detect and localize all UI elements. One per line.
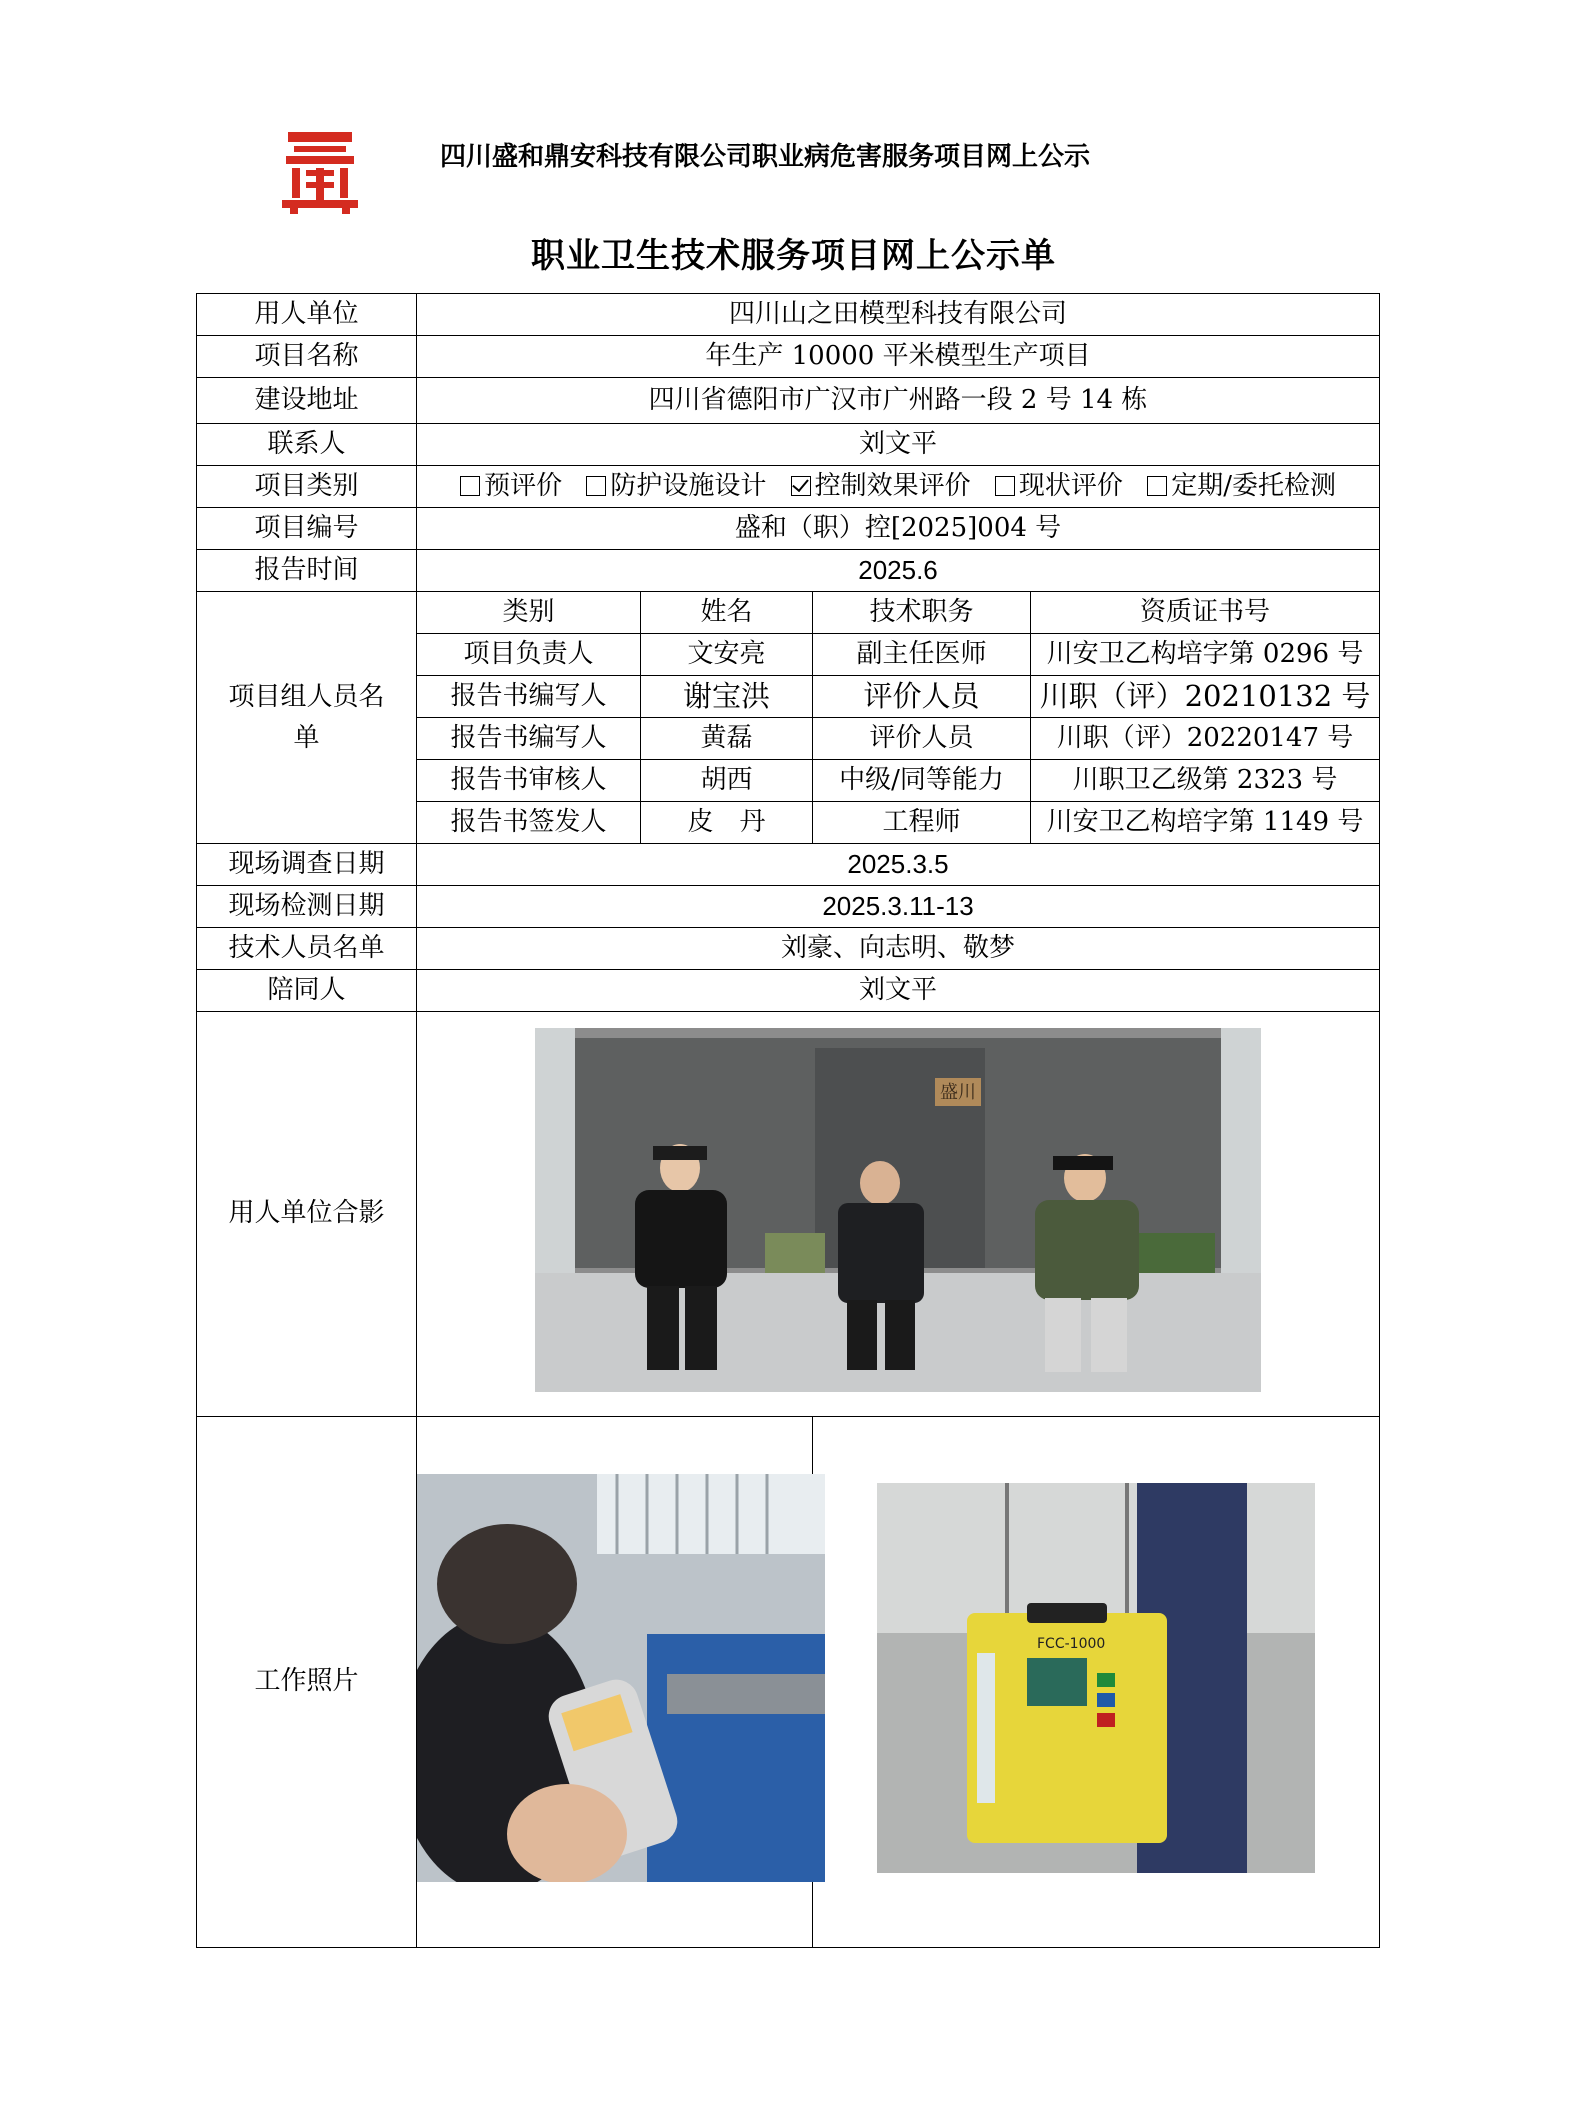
row-work-photo	[197, 1417, 1380, 1948]
team-cell: 报告书编写人	[417, 718, 641, 760]
team-label-text: 项目组人员名单	[228, 682, 385, 753]
project-name-label: 项目名称	[197, 336, 417, 378]
category-item[interactable]: 现状评价	[995, 471, 1123, 501]
category-label: 项目类别	[197, 466, 417, 508]
work-photo-cell-1	[417, 1417, 813, 1948]
work-photo-noise-meter	[417, 1474, 825, 1882]
project-no-label: 项目编号	[197, 508, 417, 550]
team-cell: 川安卫乙构培字第 0296 号	[1031, 634, 1380, 676]
publicity-form-table	[196, 293, 1380, 1948]
team-cell: 评价人员	[813, 718, 1031, 760]
group-photo-label: 用人单位合影	[197, 1012, 417, 1417]
row-accompany	[197, 970, 1380, 1012]
checkbox-control-effect[interactable]	[791, 476, 811, 496]
row-address	[197, 378, 1380, 424]
accompany-value: 刘文平	[417, 970, 1380, 1012]
team-cell: 工程师	[813, 802, 1031, 844]
team-cell: 中级/同等能力	[813, 760, 1031, 802]
test-date-label: 现场检测日期	[197, 886, 417, 928]
row-employer	[197, 294, 1380, 336]
category-item[interactable]: 控制效果评价	[791, 471, 971, 501]
checkbox-periodic-testing[interactable]	[1147, 476, 1167, 496]
contact-label: 联系人	[197, 424, 417, 466]
company-title: 四川盛和鼎安科技有限公司职业病危害服务项目网上公示	[440, 142, 1091, 172]
accompany-label: 陪同人	[197, 970, 417, 1012]
employer-value: 四川山之田模型科技有限公司	[417, 294, 1380, 336]
row-contact	[197, 424, 1380, 466]
row-tech-staff	[197, 928, 1380, 970]
team-cell: 胡西	[641, 760, 813, 802]
page-header	[280, 128, 1180, 218]
team-cell: 报告书签发人	[417, 802, 641, 844]
category-options	[417, 466, 1380, 508]
test-date-value: 2025.3.11-13	[417, 886, 1380, 928]
team-header-title: 技术职务	[813, 592, 1031, 634]
team-label	[197, 592, 417, 844]
category-item[interactable]: 防护设施设计	[586, 471, 766, 501]
checkbox-pre-evaluation[interactable]	[460, 476, 480, 496]
team-cell: 川安卫乙构培字第 1149 号	[1031, 802, 1380, 844]
checkbox-protection-design[interactable]	[586, 476, 606, 496]
address-label: 建设地址	[197, 378, 417, 424]
team-cell: 川职（评）20220147 号	[1031, 718, 1380, 760]
team-cell: 副主任医师	[813, 634, 1031, 676]
team-header-category: 类别	[417, 592, 641, 634]
work-photo-label: 工作照片	[197, 1417, 417, 1948]
company-logo	[280, 128, 360, 214]
address-value: 四川省德阳市广汉市广州路一段 2 号 14 栋	[417, 378, 1380, 424]
tech-staff-value: 刘豪、向志明、敬梦	[417, 928, 1380, 970]
team-cell: 报告书编写人	[417, 676, 641, 718]
report-time-value: 2025.6	[417, 550, 1380, 592]
work-photo-cell-2	[813, 1417, 1380, 1948]
work-photo-air-sampler	[877, 1483, 1315, 1873]
contact-value: 刘文平	[417, 424, 1380, 466]
team-cell: 文安亮	[641, 634, 813, 676]
team-cell: 报告书审核人	[417, 760, 641, 802]
team-cell: 黄磊	[641, 718, 813, 760]
team-header-name: 姓名	[641, 592, 813, 634]
tech-staff-label: 技术人员名单	[197, 928, 417, 970]
row-team-header	[197, 592, 1380, 634]
team-cell: 评价人员	[813, 676, 1031, 718]
device-label-text: FCC-1000	[1037, 1635, 1106, 1652]
row-project-name	[197, 336, 1380, 378]
group-photo-cell	[417, 1012, 1380, 1417]
checkbox-status-evaluation[interactable]	[995, 476, 1015, 496]
row-category	[197, 466, 1380, 508]
row-group-photo	[197, 1012, 1380, 1417]
row-survey-date	[197, 844, 1380, 886]
row-project-no	[197, 508, 1380, 550]
employer-label: 用人单位	[197, 294, 417, 336]
category-item[interactable]: 预评价	[460, 471, 562, 501]
survey-date-value: 2025.3.5	[417, 844, 1380, 886]
document-title: 职业卫生技术服务项目网上公示单	[531, 236, 1056, 276]
team-cell: 项目负责人	[417, 634, 641, 676]
team-cell: 川职（评）20210132 号	[1031, 676, 1380, 718]
wall-sign-text: 盛川	[940, 1081, 976, 1103]
row-report-time	[197, 550, 1380, 592]
row-test-date	[197, 886, 1380, 928]
team-cell: 谢宝洪	[641, 676, 813, 718]
team-header-cert: 资质证书号	[1031, 592, 1380, 634]
category-item[interactable]: 定期/委托检测	[1147, 471, 1336, 501]
project-name-value: 年生产 10000 平米模型生产项目	[417, 336, 1380, 378]
group-photo	[535, 1028, 1261, 1392]
team-cell: 皮 丹	[641, 802, 813, 844]
report-time-label: 报告时间	[197, 550, 417, 592]
project-no-value: 盛和（职）控[2025]004 号	[417, 508, 1380, 550]
survey-date-label: 现场调查日期	[197, 844, 417, 886]
team-cell: 川职卫乙级第 2323 号	[1031, 760, 1380, 802]
